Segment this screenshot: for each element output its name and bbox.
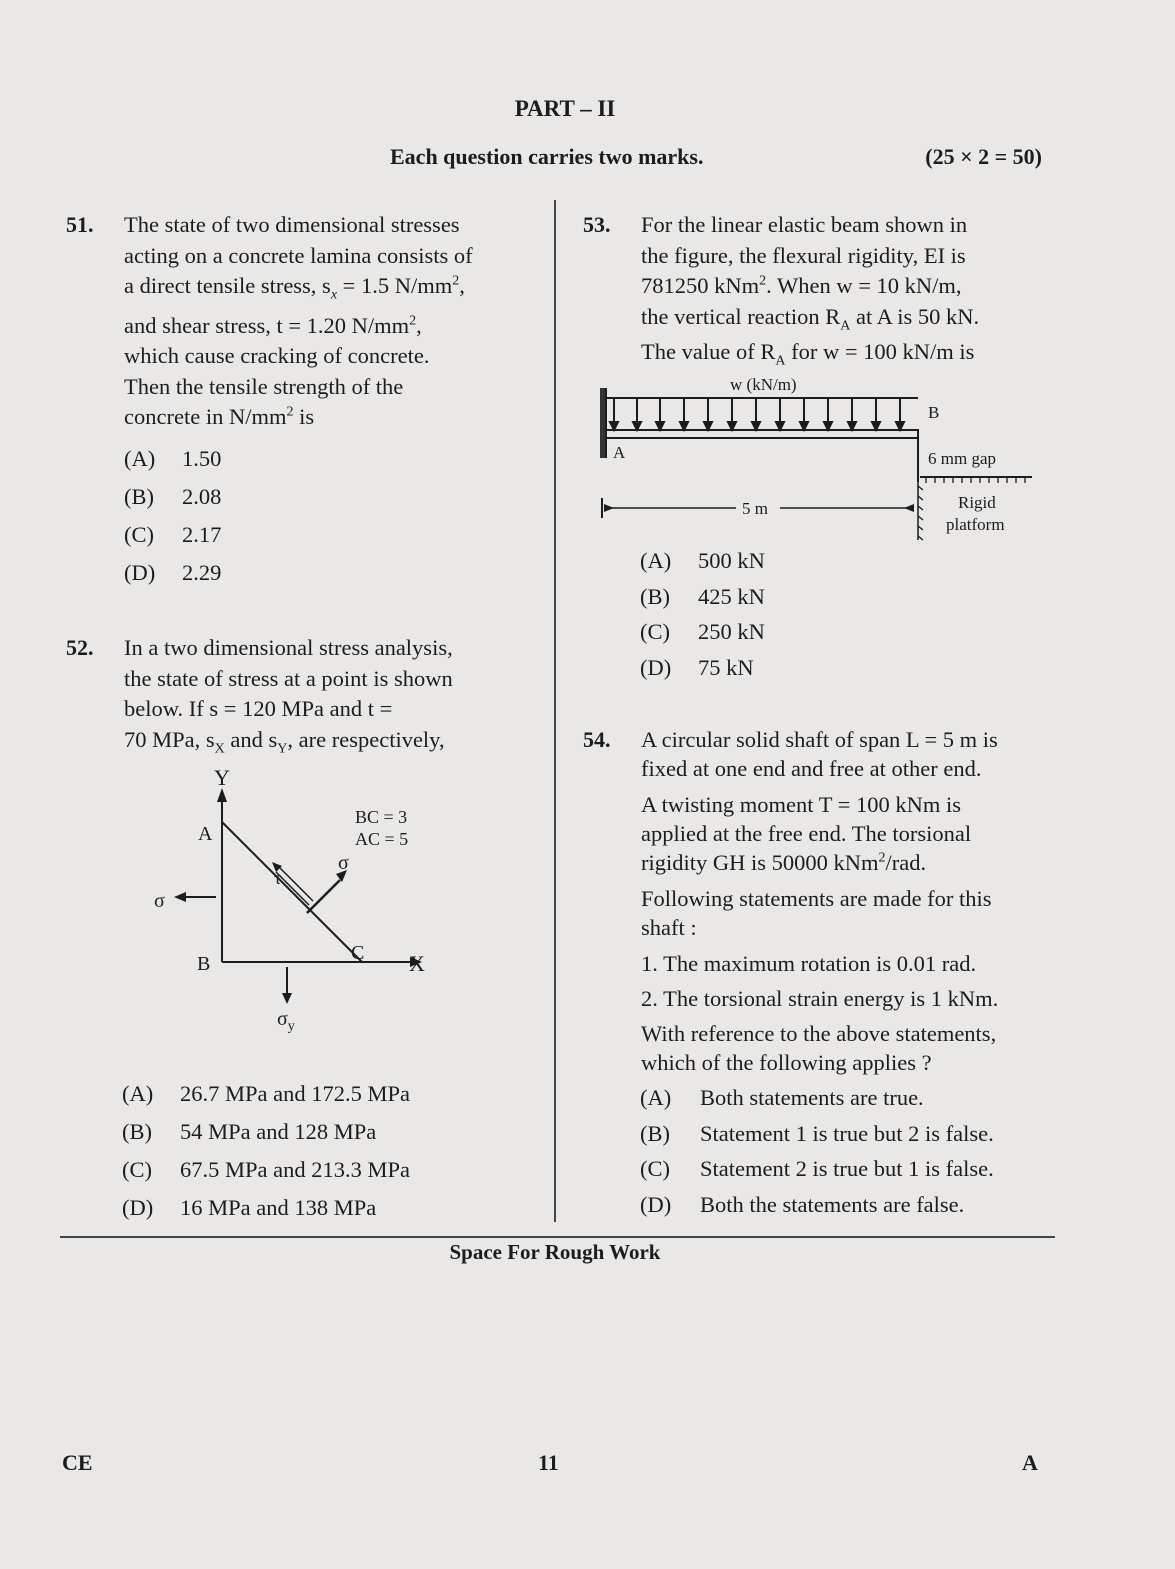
option-b[interactable]: (B) 54 MPa and 128 MPa bbox=[122, 1119, 377, 1144]
booklet-series: A bbox=[1022, 1450, 1038, 1475]
marks-instruction: Each question carries two marks. bbox=[390, 144, 704, 169]
q51-text: The state of two dimensional stresses acting on a concrete lamina consists of a direct tensile stress, $s_x = 1.5$ $N/mm^2$, and shear stress, t = 1.20 $N/mm^2$, which cause cracking of concrete. Then the tensile strength of the concrete in $N/mm^2$ is bbox=[124, 212, 473, 429]
q51-options bbox=[124, 440, 221, 592]
y-axis-label: Y bbox=[214, 765, 230, 790]
x-axis-label: X bbox=[409, 951, 425, 976]
q53-text: For the linear elastic beam shown in the figure, the flexural rigidity, EI is 781250 kNm$^2$. When w = 10 kN/m, the vertical reaction $R_A$ at A is 50 kN. The value of $R_A$ for w = 100 kN/m is bbox=[641, 212, 980, 369]
option-c[interactable]: (C) 2.17 bbox=[124, 522, 222, 547]
total-marks: (25 × 2 = 50) bbox=[925, 144, 1042, 169]
option-b[interactable]: (B) Statement 1 is true but 2 is false. bbox=[640, 1120, 994, 1146]
beam-diagram bbox=[590, 370, 1040, 545]
rough-work-heading: Space For Rough Work bbox=[449, 1240, 661, 1264]
option-b[interactable]: (B) 425 kN bbox=[640, 583, 765, 609]
sigma-y-label: $\sigma_y$ bbox=[277, 1008, 295, 1034]
page-number: 11 bbox=[538, 1450, 559, 1475]
option-a[interactable]: (A) 1.50 bbox=[124, 446, 222, 471]
q51-number: 51. bbox=[66, 212, 94, 237]
q52-options bbox=[122, 1075, 410, 1227]
subject-code: CE bbox=[62, 1450, 93, 1475]
stress-triangle-diagram bbox=[140, 760, 460, 1040]
option-d[interactable]: (D) Both the statements are false. bbox=[640, 1191, 965, 1217]
option-a[interactable]: (A) Both statements are true. bbox=[640, 1085, 924, 1110]
vertex-a-label: A bbox=[198, 823, 213, 845]
vertex-b-label: B bbox=[197, 953, 211, 975]
statement-2: 2. The torsional strain energy is 1 kNm. bbox=[641, 986, 999, 1011]
load-label: w (kN/m) bbox=[730, 375, 797, 394]
part-heading: PART – II bbox=[514, 96, 616, 121]
q54-number: 54. bbox=[583, 727, 611, 752]
rough-work-divider bbox=[60, 1236, 1055, 1238]
rigid-label: Rigid bbox=[958, 493, 996, 512]
sigma-x-label: σ bbox=[154, 890, 165, 912]
q54-options bbox=[640, 1080, 994, 1222]
support-a-label: A bbox=[613, 443, 626, 462]
bc-length-label: BC = 3 bbox=[355, 807, 408, 827]
end-b-label: B bbox=[928, 403, 940, 422]
option-c[interactable]: (C) 67.5 MPa and 213.3 MPa bbox=[122, 1157, 410, 1182]
q53-options bbox=[640, 543, 765, 685]
sigma-normal-label: σ bbox=[338, 852, 349, 874]
option-c[interactable]: (C) 250 kN bbox=[640, 619, 765, 644]
statement-1: 1. The maximum rotation is 0.01 rad. bbox=[641, 951, 977, 976]
option-a[interactable]: (A) 26.7 MPa and 172.5 MPa bbox=[122, 1081, 410, 1106]
option-d[interactable]: (D) 2.29 bbox=[124, 560, 222, 585]
option-a[interactable]: (A) 500 kN bbox=[640, 548, 765, 573]
q54-text: A circular solid shaft of span L = 5 m is fixed at one end and free at other end. A twisting moment T = 100 kNm is applied at the free end. The torsional rigidity GH is 50000 kNm$^2$/rad. Following statements are made for this shaft : 1. The maximum rotation is 0.01 rad. 2. The torsional strain energy is 1 kNm. With reference to the above statements, which of the following applies ? bbox=[641, 725, 1036, 1077]
ac-length-label: AC = 5 bbox=[355, 829, 409, 849]
column-divider bbox=[554, 200, 556, 1222]
option-c[interactable]: (C) Statement 2 is true but 1 is false. bbox=[640, 1156, 994, 1181]
q52-text: In a two dimensional stress analysis, the state of stress at a point is shown below. If s = 120 MPa and t = 70 MPa, $s_X$ and $s_Y$, are respectively, bbox=[124, 635, 453, 756]
option-d[interactable]: (D) 75 kN bbox=[640, 654, 754, 680]
option-b[interactable]: (B) 2.08 bbox=[124, 484, 222, 509]
span-label: 5 m bbox=[742, 499, 768, 518]
tau-label: τ bbox=[274, 868, 282, 888]
option-d[interactable]: (D) 16 MPa and 138 MPa bbox=[122, 1195, 377, 1220]
gap-label: 6 mm gap bbox=[928, 449, 996, 468]
platform-label: platform bbox=[946, 515, 1005, 534]
q53-number: 53. bbox=[583, 212, 611, 237]
q52-number: 52. bbox=[66, 635, 94, 660]
vertex-c-label: C bbox=[351, 942, 365, 964]
